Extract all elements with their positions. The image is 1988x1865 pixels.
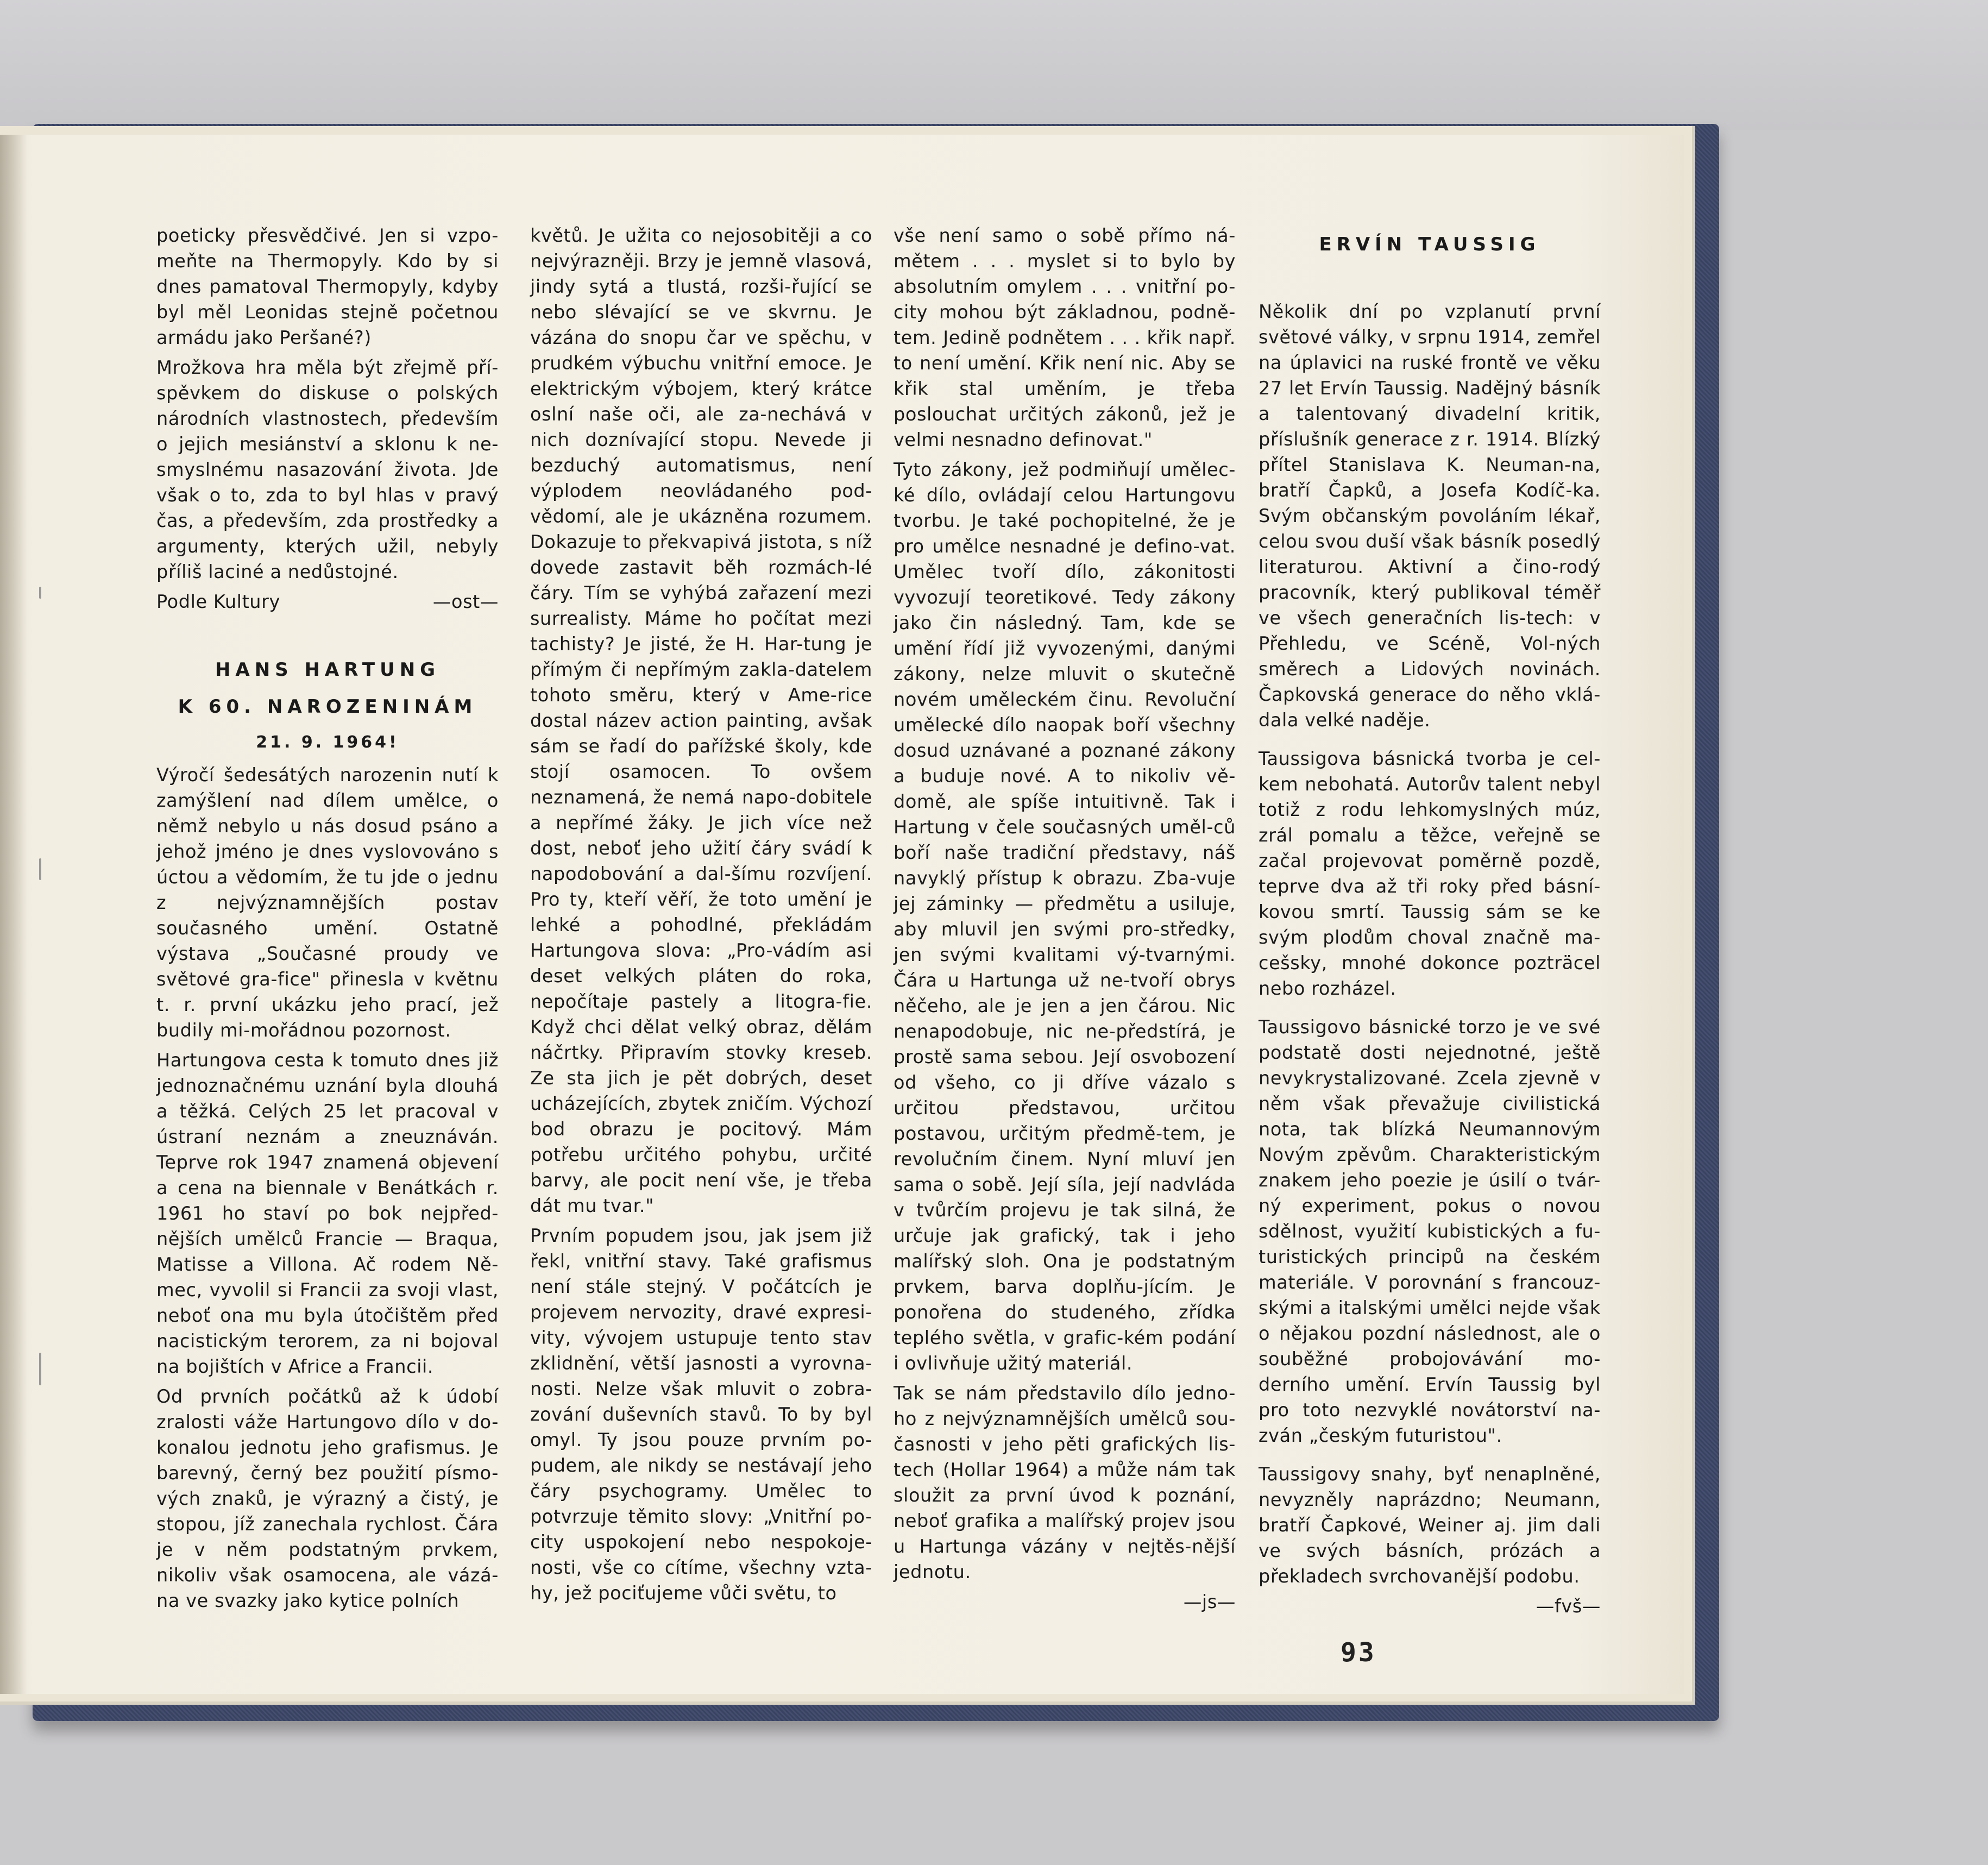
paragraph: Od prvních počátků až k údobí zralosti váže Hartungovo dílo v do-konalou jednotu jeho grafismus. Je barevný, černý bez použití písmo-vých znaků, je výrazný a čistý, je stopou, jíž zanechala rychlost. Čára je v něm podstatným prvkem, nikoliv však osamocena, ale vázá-na ve svazky jako kytice polních [156, 1386, 499, 1611]
paragraph: Výročí šedesátých narozenin nutí k zamýšlení nad dílem umělce, o němž nebylo u nás dosud psáno a jehož jméno je dnes vyslovováno s úctou a vědomím, že tu jde o jednu z nejvýznamnějších postav současného umění. Ostatně výstava „Současné proudy ve světové gra-fice" přinesla v květnu t. r. první ukázku jeho prací, jež budily mi-mořádnou pozornost. [156, 764, 499, 1041]
column-1 [156, 223, 499, 1618]
article-heading: ERVÍN TAUSSIG [1319, 234, 1540, 255]
paragraph: Tyto zákony, jež podmiňují umělec-ké dílo, ovládají celou Hartungovu tvorbu. Je také pochopitelné, že je pro umělce nesnadné je defino-vat. Umělec tvoří dílo, zákonitosti vyvozují teoretikové. Tedy zákony jako čin následný. Tam, kde se umění řídí již vyvozenými, danými zákony, nelze mluvit o skutečně novém uměleckém činu. Revoluční umělecké dílo naopak boří všechny dosud uznávané a poznané zákony a buduje nové. A to nikoliv vě-domě, ale spíše intuitivně. Tak i Hartung v čele současných uměl-ců boří naše tradiční představy, náš navyklý přístup k obrazu. Zba-vuje jej záminky — předmětu a usiluje, aby mluvil jen svými pro-středky, jen svými kvalitami vý-tvarnými. Čára u Hartunga už ne-tvoří obrys něčeho, ale je jen a jen čárou. Nic nenapodobuje, nic ne-předstírá, je prostě sama sebou. Její osvobození od všeho, co ji dříve vázalo s určitou představou, určitou postavou, určitým předmě-tem, je revolučním činem. Nyní mluví jen sama o sobě. Její síla, její nadvláda v tvůrčím projevu je tak silná, že určuje jak grafický, tak i jeho malířský sloh. Ona je podstatným prvkem, barva doplňu-jícím. Je ponořena do studeného, zřídka teplého světla, v grafic-kém podání i ovlivňuje užitý materiál. [894, 459, 1236, 1374]
author-signature: —fvš— [1536, 1596, 1601, 1617]
paragraph: Taussigova básnická tvorba je cel-kem nebohatá. Autorův talent nebyl totiž z rodu lehkomyslných múz, zrál pomalu a těžce, veřejně se začal projevovat poměrně pozdě, teprve dva až tři roky před básní-kovou smrtí. Taussig sám se ke svým plodům choval značně ma-cešsky, mnohé dokonce pozträcel nebo rozházel. [1259, 748, 1601, 999]
spine-shadow [0, 135, 27, 1694]
column-3 [894, 223, 1236, 1615]
paragraph: Taussigovo básnické torzo je ve své podstatě dosti nejednotné, ještě nevykrystalizované. Zcela zjevně v něm však převažuje civilistická nota, tak blízká Neumannovým Novým zpěvům. Charakteristickým znakem jeho poezie je úsilí o tvár-ný experiment, pokus o novou sdělnost, využití kubistických a fu-turistických principů na českém materiále. V porovnání s francouz-skými a italskými umělci nejde však o nějakou pozdní následnost, ale o souběžné probojovávání mo-derního umění. Ervín Taussig byl pro toto nezvyklé novátorství na-zván „českým futuristou". [1259, 1016, 1601, 1446]
column-2 [530, 223, 872, 1610]
paragraph: Tak se nám představilo dílo jedno-ho z nejvýznamnějších umělců sou-časnosti v jeho pěti grafických lis-tech (Hollar 1964) a může nám tak sloužit za první úvod k poznání, neboť grafika a malířský projev jsou u Hartunga vázány v nejtěs-nější jednotu. [894, 1383, 1236, 1583]
column-4 [1259, 228, 1601, 1619]
article-heading: HANS HARTUNG [215, 659, 441, 681]
article-subheading: K 60. NAROZENINÁM [178, 696, 477, 718]
source-label: Podle Kultury [156, 591, 280, 612]
margin-mark [39, 858, 41, 880]
author-signature: —ost— [432, 591, 499, 612]
page-number: 93 [1341, 1637, 1376, 1668]
paragraph: Taussigovy snahy, byť nenaplněné, nevyzněly naprázdno; Neumann, bratří Čapkové, Weiner aj. jim dali ve svých básních, prózách a překladech svrchovanější podobu. [1259, 1464, 1601, 1587]
author-signature: —js— [1183, 1591, 1236, 1612]
paragraph: poeticky přesvědčivé. Jen si vzpo-meňte na Thermopyly. Kdo by si dnes pamatoval Thermopyly, kdyby byl měl Leonidas stejně početnou armádu jako Peršané?) [156, 225, 499, 348]
source-line [156, 589, 499, 614]
margin-mark [39, 587, 41, 599]
paragraph: Prvním popudem jsou, jak jsem již řekl, vnitřní stavy. Také grafismus není stále stejný. V počátcích je projevem nervozity, dravé expresi-vity, vývojem ustupuje tento stav zklidnění, větší jasnosti a vyrovna-nosti. Nelze však mluvit o zobra-zování duševních stavů. To by byl omyl. Ty jsou pouze prvním po-pudem, ale nikdy se nestávají jeho čáry psychogramy. Umělec to potvrzuje těmito slovy: „Vnitřní po-city uspokojení nebo nespokoje-nosti, vše co cítíme, všechny vzta-hy, jež pociťujeme vůči světu, to [530, 1225, 872, 1604]
paragraph: Hartungova cesta k tomuto dnes již jednoznačnému uznání byla dlouhá a těžká. Celých 25 let pracoval v ústraní neznám a zneuznáván. Teprve rok 1947 znamená objevení a cena na biennale v Benátkách r. 1961 ho staví po bok nejpřed-nějších umělců Francie — Braqua, Matisse a Villona. Ač rodem Ně-mec, vyvolil si Francii za svoji vlast, neboť ona mu byla útočištěm před nacistickým terorem, za ni bojoval na bojištích v Africe a Francii. [156, 1050, 499, 1377]
paragraph: Několik dní po vzplanutí první světové války, v srpnu 1914, zemřel na úplavici na ruské frontě ve věku 27 let Ervín Taussig. Nadějný básník a talentovaný divadelní kritik, příslušník generace z r. 1914. Blízký přítel Stanislava K. Neuman-na, bratří Čapků, a Josefa Kodíč-ka. Svým občanským povoláním lékař, celou svou duší však básník posedlý literaturou. Aktivní a čino-rodý pracovník, který publikoval téměř ve všech generačních lis-tech: v Přehledu, ve Scéně, Vol-ných směrech a Lidových novinách. Čapkovská generace do něho vklá-dala velké naděje. [1259, 301, 1601, 731]
paragraph: Mrožkova hra měla být zřejmě pří-spěvkem do diskuse o polských národních vlastnostech, především o jejich mesiánství a sklonu k ne-smyslnému nasazování života. Jde však o to, zda to byl hlas v pravý čas, a především, zda prostředky a argumenty, kterých užil, nebyly příliš laciné a nedůstojné. [156, 357, 499, 582]
paragraph: vše není samo o sobě přímo ná-mětem . . . myslet si to bylo by absolutním omylem . . . vnitřní po-city mohou být základnou, podně-tem. Jedině podnětem . . . křik např. to není umění. Křik není nic. Aby se křik stal uměním, je třeba poslouchat určitých zákonů, jež je velmi nesnadno definovat." [894, 225, 1236, 450]
article-date: 21. 9. 1964! [256, 733, 399, 752]
background [0, 0, 1988, 130]
paragraph: květů. Je užita co nejosobitěji a co nejvýrazněji. Brzy je jemně vlasová, jindy sytá a tlustá, rozši-řující se nebo slévající se ve skvrnu. Je vázána do snopu čar ve spěchu, v prudkém výbuchu vnitřní emoce. Je elektrickým výbojem, který krátce oslní naše oči, ale za-nechává v nich doznívající stopu. Nevede ji bezduchý automatismus, není výplodem neovládaného pod-vědomí, ale je ukázněna rozumem. Dokazuje to překvapivá jistota, s níž dovede zastavit běh rozmách-lé čáry. Tím se vyhýbá zařazení mezi surrealisty. Máme ho počítat mezi tachisty? Je jisté, že H. Har-tung je přímým či nepřímým zakla-datelem tohoto směru, který v Ame-rice dostal název action painting, avšak sám se řadí do pařížské školy, kde stojí osamocen. To ovšem neznamená, že nemá napo-dobitele a nepřímé žáky. Je jich více než dost, neboť jeho užití čáry svádí k napodobování a dal-šímu rozvíjení. Pro ty, kteří věří, že toto umění je lehké a pohodlné, překládám Hartungova slova: „Pro-vádím asi deset velkých pláten do roka, nepočítaje pastely a litogra-fie. Když chci dělat velký obraz, dělám náčrtky. Připravím stovky kreseb. Ze sta jich je pět dobrých, deset ucházejících, zbytek zničím. Výchozí bod obrazu je pocitový. Mám potřebu určitého pohybu, určité barvy, ale pocit není vše, je třeba dát mu tvar." [530, 225, 872, 1216]
margin-mark [39, 1353, 41, 1385]
